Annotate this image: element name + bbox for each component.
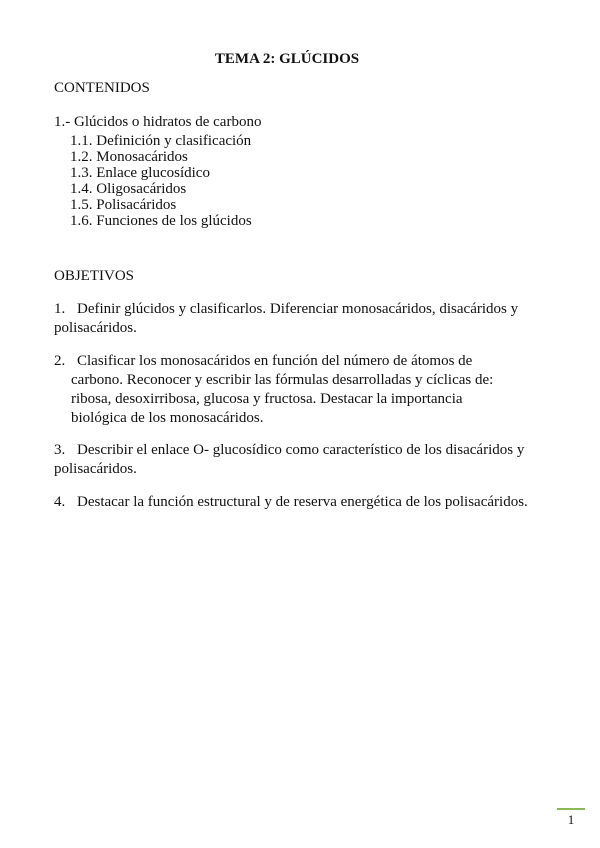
page-title: TEMA 2: GLÚCIDOS [214, 51, 360, 67]
objective-text: biológica de los monosacáridos. [71, 410, 264, 426]
objective-text: Describir el enlace O- glucosídico como característico de los disacáridos y [77, 442, 525, 458]
page-number: 1 [557, 808, 585, 832]
objective-text: carbono. Reconocer y escribir las fórmulas desarrolladas y cíclicas de: [71, 372, 494, 388]
objective-item-4 [54, 493, 574, 512]
list-item: 1.2. Monosacáridos [70, 149, 188, 165]
contents-main-item: 1.- Glúcidos o hidratos de carbono [54, 114, 262, 130]
objective-text: polisacáridos. [54, 320, 137, 336]
objective-text: Definir glúcidos y clasificarlos. Diferenciar monosacáridos, disacáridos y [77, 301, 519, 317]
objective-item-3 [54, 441, 574, 479]
list-item: 1.3. Enlace glucosídico [70, 165, 210, 181]
objective-item-2 [54, 352, 574, 428]
objective-number: 3. [54, 442, 66, 458]
objective-number: 2. [54, 353, 66, 369]
list-item: 1.6. Funciones de los glúcidos [70, 213, 252, 229]
objective-text: ribosa, desoxirribosa, glucosa y fructosa. Destacar la importancia [71, 391, 463, 407]
objective-text: Clasificar los monosacáridos en función del número de átomos de [77, 353, 473, 369]
objective-number: 1. [54, 301, 66, 317]
objective-item-1 [54, 300, 574, 338]
objective-text: polisacáridos. [54, 461, 137, 477]
objective-number: 4. [54, 494, 66, 510]
list-item: 1.1. Definición y clasificación [70, 133, 252, 149]
objectives-heading: OBJETIVOS [54, 268, 135, 284]
list-item: 1.5. Polisacáridos [70, 197, 177, 213]
contents-sublist [70, 133, 252, 229]
objective-text: Destacar la función estructural y de reserva energética de los polisacáridos. [77, 494, 528, 510]
list-item: 1.4. Oligosacáridos [70, 181, 187, 197]
contents-heading: CONTENIDOS [54, 80, 150, 96]
